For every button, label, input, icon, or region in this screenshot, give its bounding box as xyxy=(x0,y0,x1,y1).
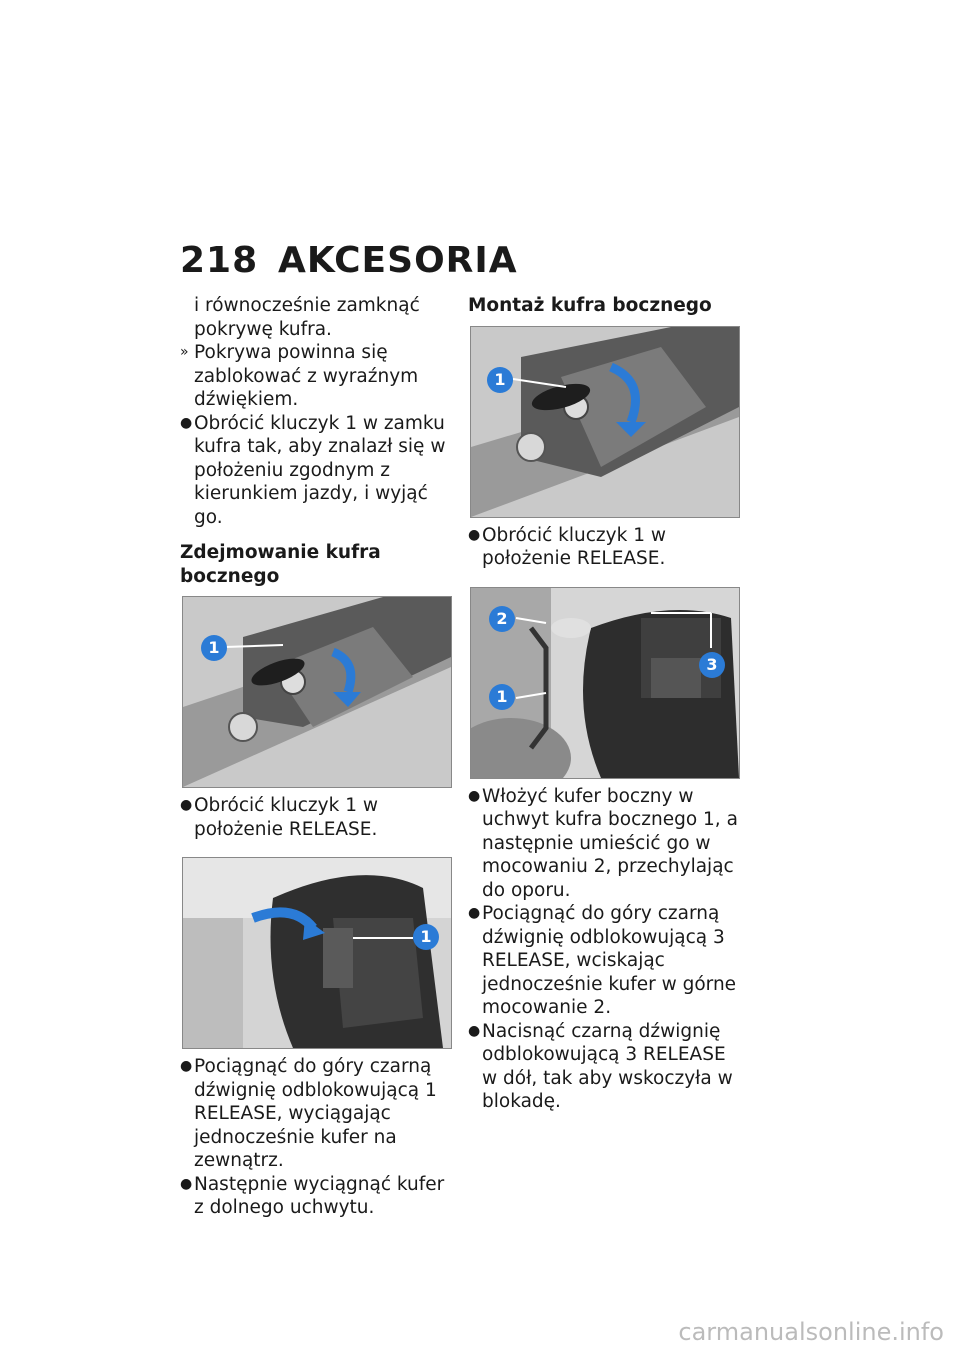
step-text: Pociągnąć do góry czarną dźwignię odblokowującą 1 RELEASE, wyciągając jednocześnie kufer na zewnątrz. xyxy=(194,1056,437,1171)
left-column xyxy=(180,294,452,1220)
step-text: Obrócić kluczyk 1 w zamku kufra tak, aby znalazł się w położeniu zgodnym z kierunkiem jazdy, i wyjąć go. xyxy=(194,412,446,528)
right-column xyxy=(468,294,740,1114)
figure-image xyxy=(183,597,451,787)
bullet-marker: ● xyxy=(468,905,481,921)
callout-1: 1 xyxy=(487,367,513,393)
watermark: carmanualsonline.info xyxy=(678,1318,944,1346)
step-text: Obrócić kluczyk 1 w położenie RELEASE. xyxy=(482,524,666,569)
bullet-marker: ● xyxy=(468,1022,481,1039)
callout-1: 1 xyxy=(489,684,515,710)
step-pull-lever xyxy=(180,1055,452,1173)
callout-1: 1 xyxy=(201,635,227,661)
step-turn-key-release-right xyxy=(468,524,740,571)
bullet-marker: ● xyxy=(180,797,193,813)
section-mount-title: Montaż kufra bocznego xyxy=(468,295,712,316)
section-remove-title: Zdejmowanie kufra bocznego xyxy=(180,542,381,587)
step-text: Włożyć kufer boczny w uchwyt kufra bocznego 1, a następnie umieścić go w mocowaniu 2, przechylając do oporu. xyxy=(482,785,738,901)
bullet-marker: ● xyxy=(468,526,481,543)
intro-text: i równocześnie zamknąć pokrywę kufra. xyxy=(194,295,420,340)
figure-key-lock-remove xyxy=(182,596,452,788)
callout-3: 3 xyxy=(699,652,725,678)
step-turn-key-release-left xyxy=(180,794,452,841)
step-insert xyxy=(468,785,740,903)
result-item xyxy=(180,341,452,412)
figure-key-lock-mount xyxy=(470,326,740,518)
bullet-marker: ● xyxy=(468,787,481,804)
step-text: Następnie wyciągnąć kufer z dolnego uchwytu. xyxy=(194,1173,445,1218)
step-pull-out xyxy=(180,1173,452,1220)
figure-image xyxy=(471,327,739,517)
bullet-marker: ● xyxy=(180,414,193,431)
page-number: 218 xyxy=(180,240,259,281)
step-text: Obrócić kluczyk 1 w położenie RELEASE. xyxy=(194,795,378,840)
step-text: Pociągnąć do góry czarną dźwignię odblokowującą 3 RELEASE, wciskając jednocześnie kufer w górne mocowanie 2. xyxy=(482,903,737,1018)
page-header xyxy=(180,240,518,281)
result-marker: » xyxy=(180,344,189,360)
figure-case-mounts xyxy=(470,587,740,779)
callout-2: 2 xyxy=(489,606,515,632)
figure-release-lever xyxy=(182,857,452,1049)
page-title: AKCESORIA xyxy=(278,240,518,281)
step-pull-up xyxy=(468,902,740,1020)
step-turn-key-lock xyxy=(180,412,452,530)
bullet-marker: ● xyxy=(180,1175,193,1192)
callout-1: 1 xyxy=(413,924,439,950)
step-press-down xyxy=(468,1020,740,1114)
bullet-marker: ● xyxy=(180,1058,193,1074)
result-text: Pokrywa powinna się zablokować z wyraźnym dźwiękiem. xyxy=(194,342,419,410)
figure-image xyxy=(183,858,451,1048)
step-text: Nacisnąć czarną dźwignię odblokowującą 3 RELEASE w dół, tak aby wskoczyła w blokadę. xyxy=(482,1020,733,1112)
